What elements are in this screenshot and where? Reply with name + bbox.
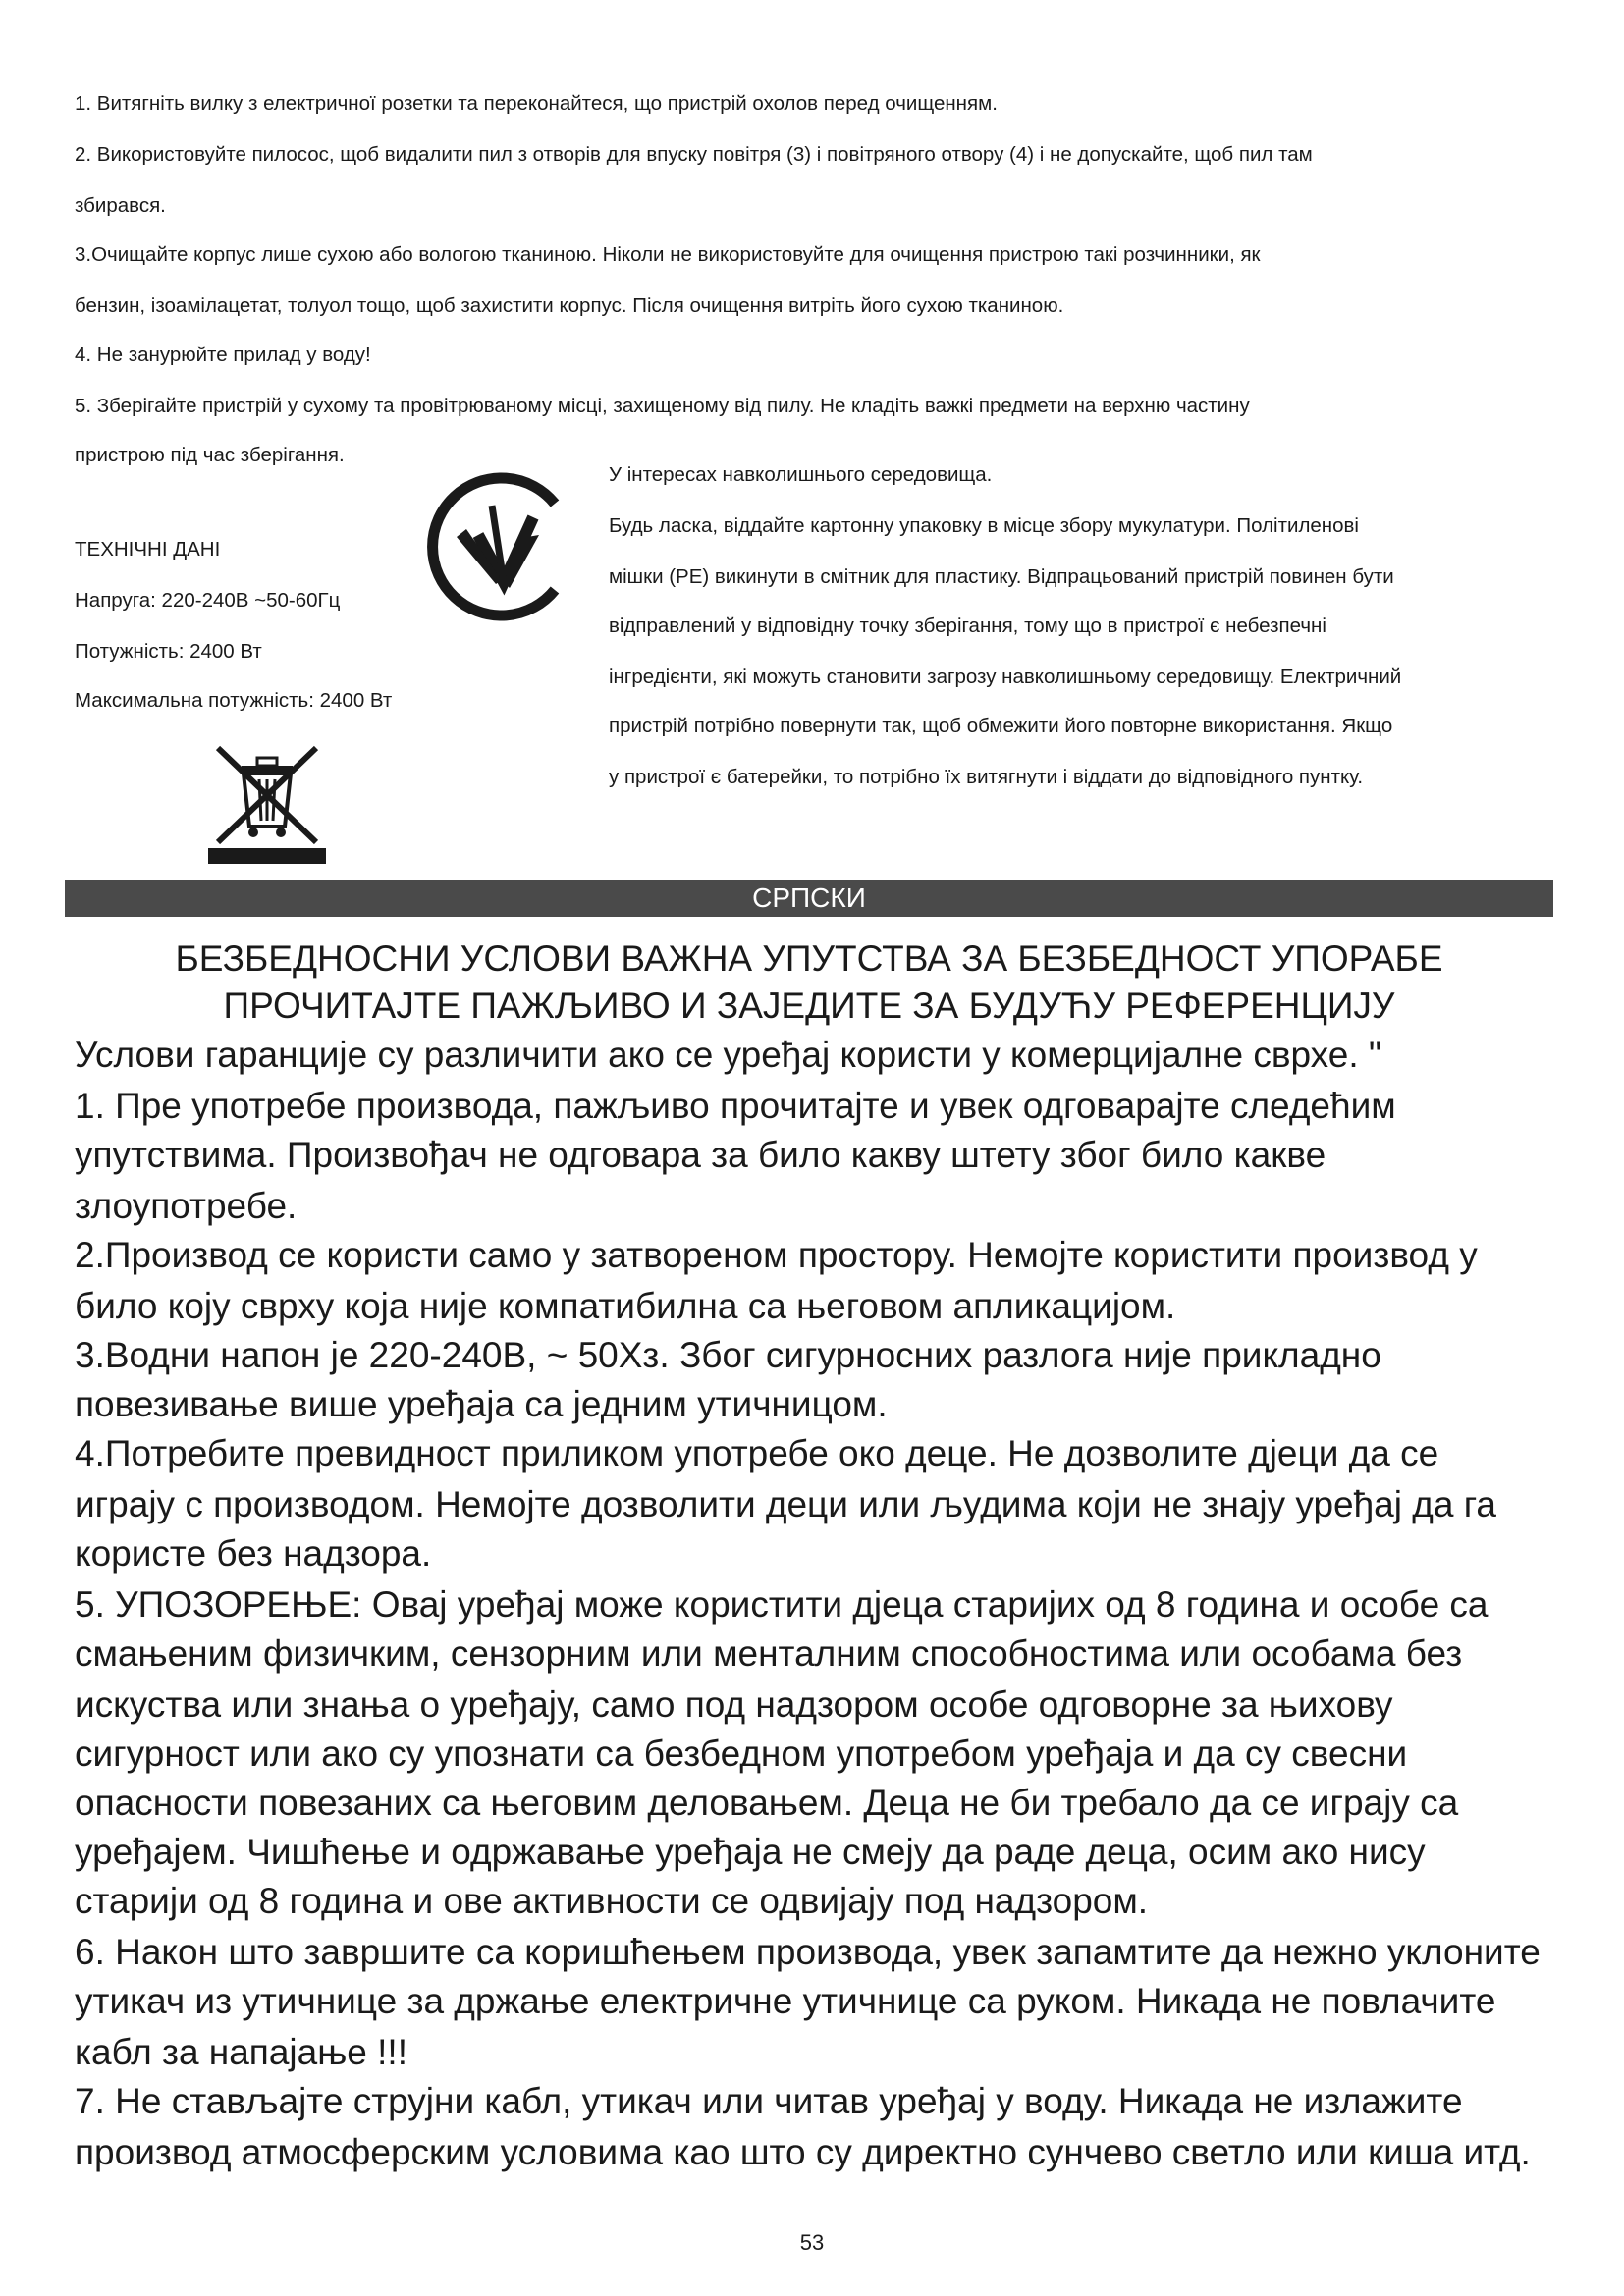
language-section-bar: СРПСКИ	[65, 880, 1553, 917]
serbian-line: 3.Водни напон је 220-240В, ~ 50Хз. Због сигурносних разлога није прикладно	[75, 1335, 1381, 1375]
serbian-line: било коју сврху која није компатибилна са његовом апликацијом.	[75, 1286, 1176, 1326]
serbian-line: Услови гаранције су различити ако се уређај користи у комерцијалне сврхе. "	[75, 1035, 1382, 1075]
serbian-line: производ атмосферским условима као што су директно сунчево светло или киша итд.	[75, 2132, 1531, 2172]
environment-line: пристрій потрібно повернути так, щоб обмежити його повторне використання. Якщо	[609, 715, 1393, 737]
weee-crossed-bin-icon	[204, 744, 330, 868]
ua-line: пристрою під час зберігання.	[75, 444, 345, 466]
environment-line: Будь ласка, віддайте картонну упаковку в місце збору мукулатури. Політиленові	[609, 514, 1359, 537]
serbian-line: сигурност или ако су упознати са безбедном употребом уређаја и да су свесни	[75, 1734, 1408, 1774]
serbian-line: 6. Након што завршите са коришћењем производа, увек запамтите да нежно уклоните	[75, 1932, 1541, 1972]
ua-line: 5. Зберігайте пристрій у сухому та провітрюваному місці, захищеному від пилу. Не кладіть важкі предмети на верхню частину	[75, 395, 1250, 417]
serbian-line: искуства или знања о уређају, само под надзором особе одговорне за њихову	[75, 1684, 1393, 1725]
serbian-line: 1. Пре употребе производа, пажљиво прочитајте и увек одговарајте следећим	[75, 1086, 1396, 1126]
environment-line: відправлений у відповідну точку зберігання, тому що в пристрої є небезпечні	[609, 614, 1326, 637]
serbian-line: злоупотребе.	[75, 1186, 298, 1226]
serbian-line: старији од 8 година и ове активности се одвијају под надзором.	[75, 1881, 1149, 1921]
tech-voltage: Напруга: 220-240В ~50-60Гц	[75, 589, 341, 612]
ua-line: 2. Використовуйте пилосос, щоб видалити пил з отворів для впуску повітря (3) і повітряного отвору (4) і не допускайте, щоб пил там	[75, 143, 1313, 166]
serbian-line: 5. УПОЗОРЕЊЕ: Овај уређај може користити дјеца старијих од 8 година и особе са	[75, 1584, 1489, 1625]
ua-line: бензин, ізоамілацетат, толуол тощо, щоб захистити корпус. Після очищення витріть його сухою тканиною.	[75, 294, 1064, 317]
serbian-line: смањеним физичким, сензорним или менталним способностима или особама без	[75, 1633, 1463, 1674]
serbian-title-line: ПРОЧИТАЈТЕ ПАЖЉИВО И ЗАЈЕДИТЕ ЗА БУДУЋУ РЕФЕРЕНЦИЈУ	[223, 986, 1395, 1026]
ua-line: 1. Витягніть вилку з електричної розетки та переконайтеся, що пристрій охолов перед очищенням.	[75, 92, 998, 115]
serbian-line: играју с производом. Немојте дозволити деци или људима који не знају уређај да га	[75, 1484, 1496, 1524]
tech-heading: ТЕХНІЧНІ ДАНІ	[75, 538, 221, 561]
serbian-line: опасности повезаних са његовим деловањем. Деца не би требало да се играју са	[75, 1783, 1459, 1823]
ua-line: 4. Не занурюйте прилад у воду!	[75, 344, 371, 366]
ua-line: збирався.	[75, 194, 166, 217]
serbian-line: уређајем. Чишћење и одржавање уређаја не смеју да раде деца, осим ако нису	[75, 1832, 1426, 1872]
ua-conformity-mark-icon	[407, 466, 568, 627]
environment-heading: У інтересах навколишнього середовища.	[609, 463, 993, 486]
serbian-line: 2.Производ се користи само у затвореном простору. Немојте користити производ у	[75, 1235, 1478, 1275]
serbian-line: кабл за напајање !!!	[75, 2032, 407, 2072]
serbian-line: повезивање више уређаја са једним утичницом.	[75, 1384, 888, 1424]
page-number: 53	[799, 2230, 825, 2255]
serbian-line: 7. Не стављајте струјни кабл, утикач или читав уређај у воду. Никада не излажите	[75, 2081, 1463, 2121]
serbian-line: утикач из утичнице за држање електричне утичнице са руком. Никада не повлачите	[75, 1981, 1496, 2021]
serbian-line: користе без надзора.	[75, 1533, 432, 1574]
tech-power: Потужність: 2400 Вт	[75, 640, 262, 663]
tech-max-power: Максимальна потужність: 2400 Вт	[75, 689, 393, 712]
environment-line: інгредієнти, які можуть становити загрозу навколишньому середовищу. Електричний	[609, 666, 1402, 688]
environment-line: мішки (PE) викинути в смітник для пластику. Відпрацьований пристрій повинен бути	[609, 565, 1394, 588]
serbian-title-line: БЕЗБЕДНОСНИ УСЛОВИ ВАЖНА УПУТСТВА ЗА БЕЗБЕДНОСТ УПОРАБЕ	[175, 938, 1443, 979]
serbian-line: упутствима. Произвођач не одговара за било какву штету због било какве	[75, 1135, 1326, 1175]
serbian-line: 4.Потребите превидност приликом употребе око деце. Не дозволите дјеци да се	[75, 1433, 1439, 1473]
ua-line: 3.Очищайте корпус лише сухою або вологою тканиною. Ніколи не використовуйте для очищення пристрою такі розчинники, як	[75, 243, 1261, 266]
environment-line: у пристрої є батерейки, то потрібно їх витягнути і віддати до відповідного пунтку.	[609, 766, 1364, 788]
